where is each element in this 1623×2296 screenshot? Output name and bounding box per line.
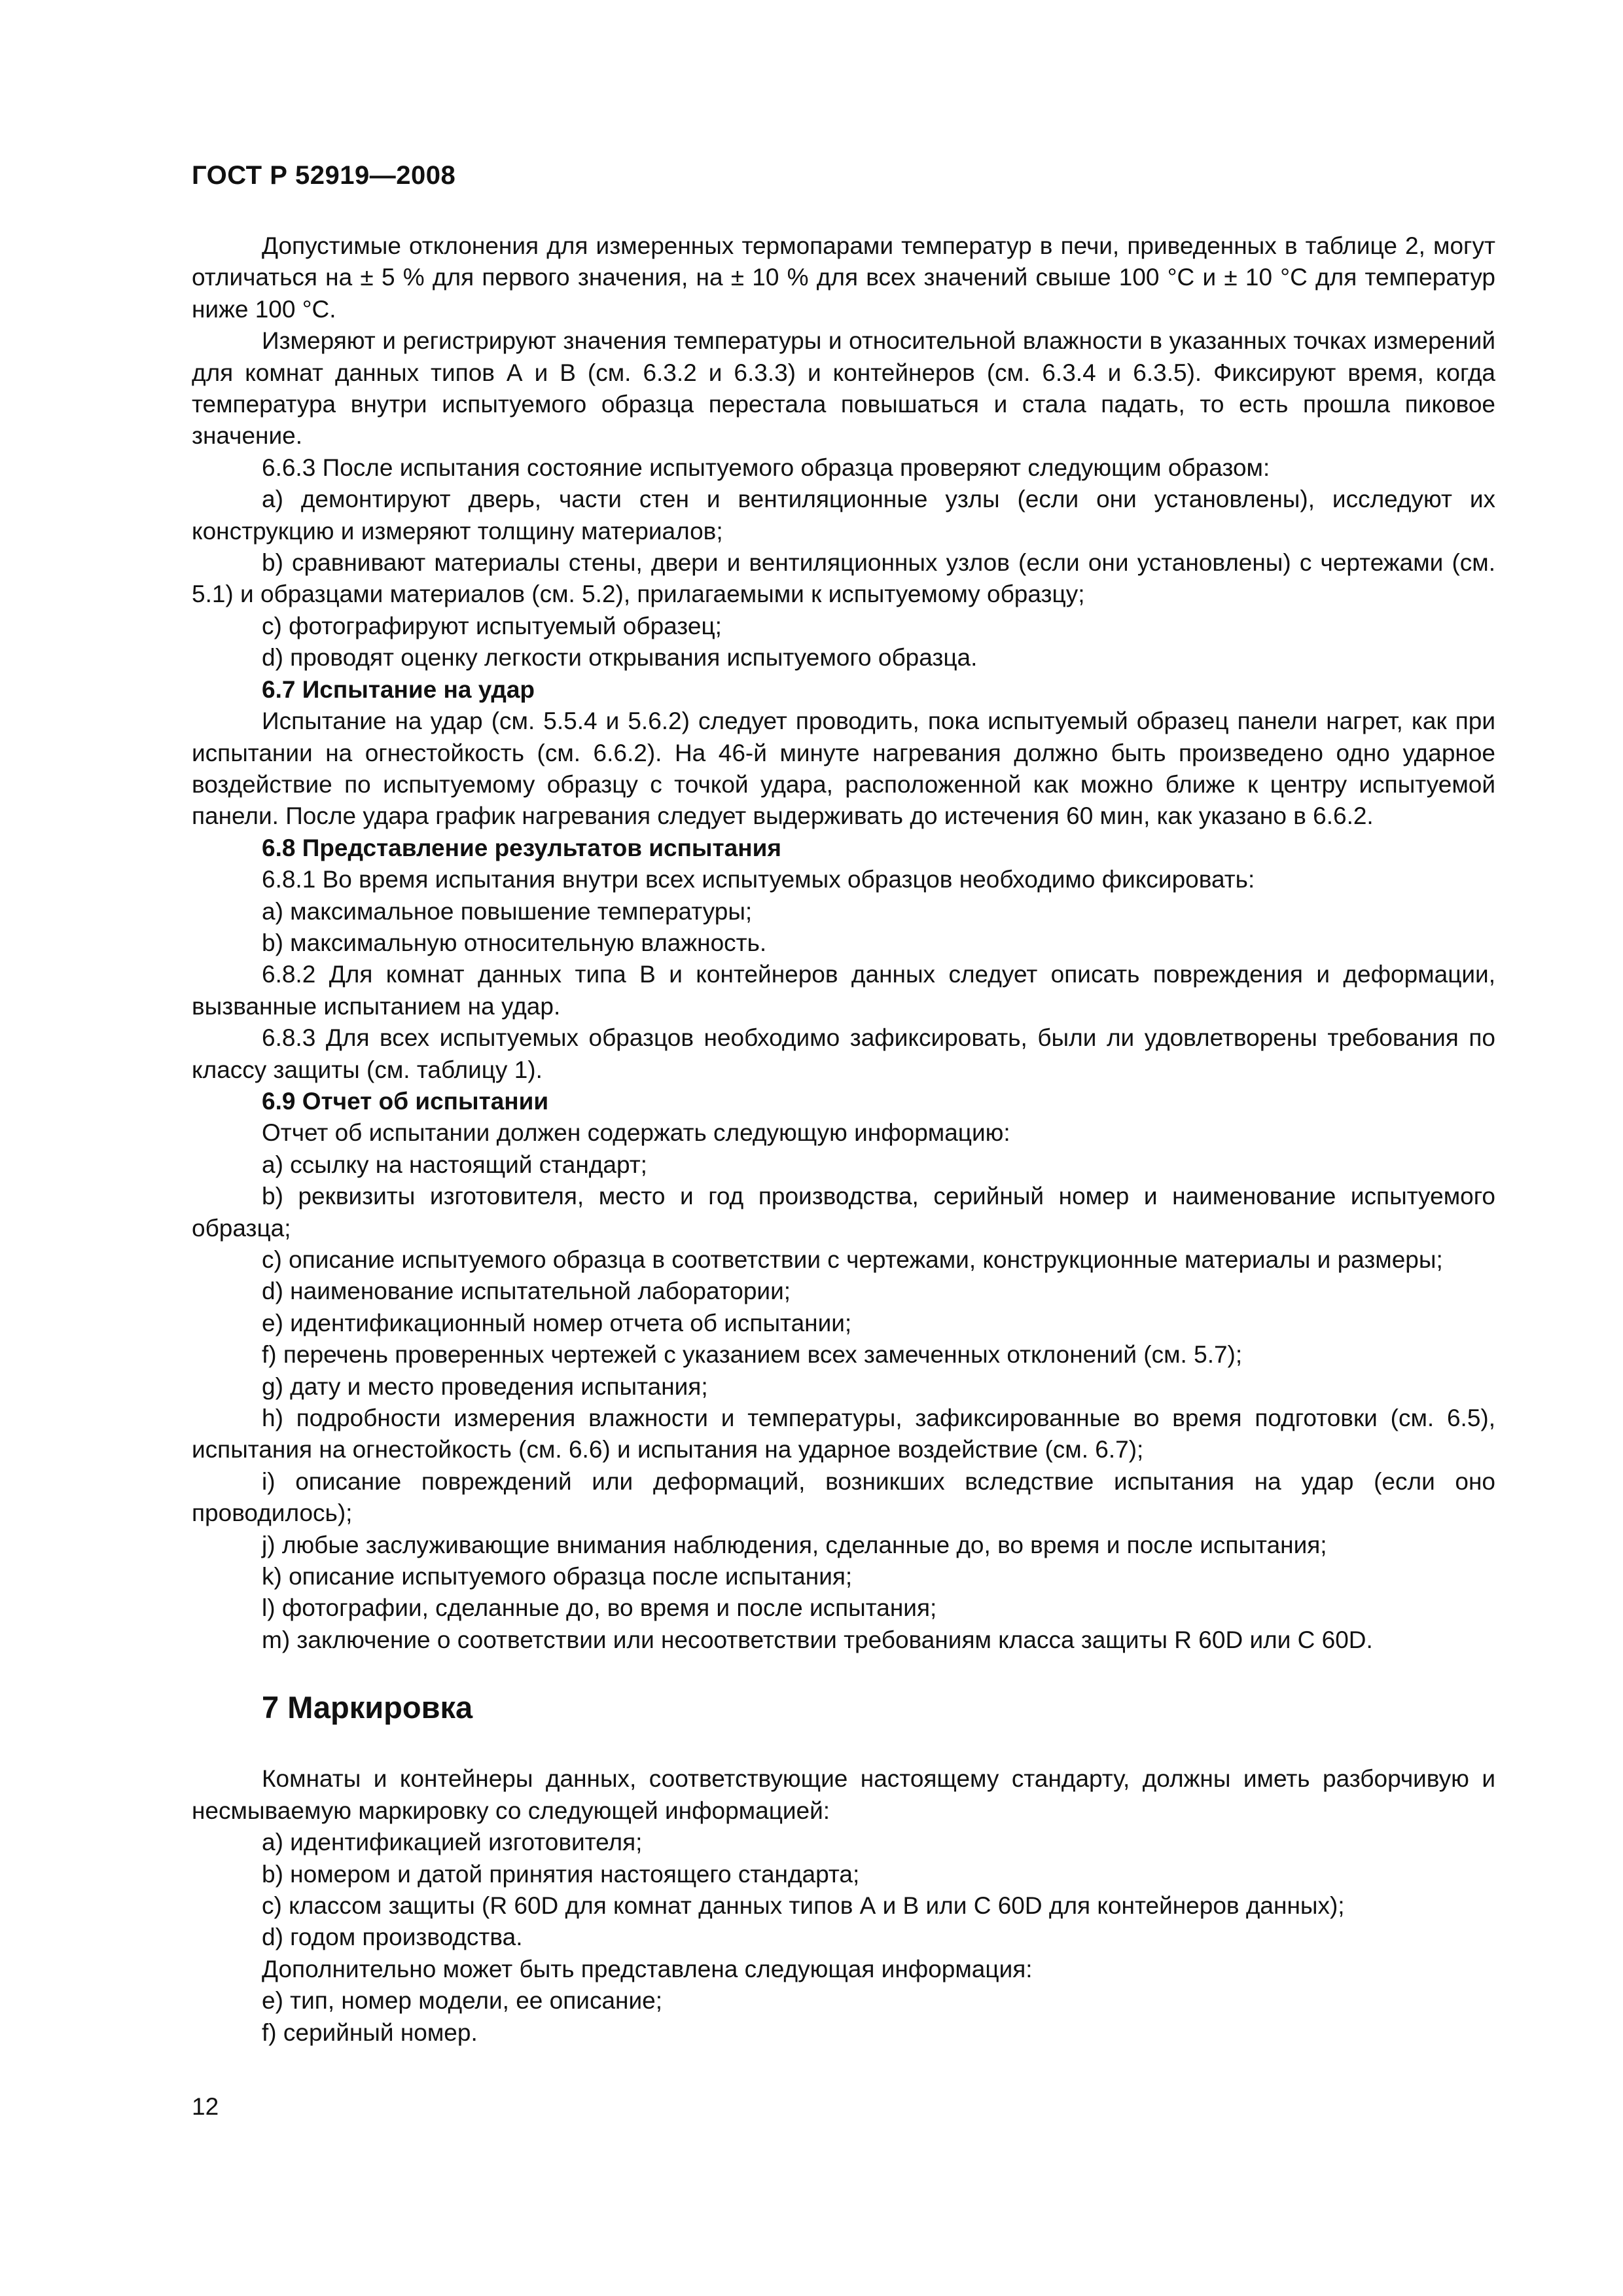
subsection-heading: 6.7 Испытание на удар [262,675,535,703]
paragraph: Измеряют и регистрируют значения температуры и относительной влажности в указанных точках измерений для комнат данных типов А и В (см. 6.3.2 и 6.3.3) и контейнеров (см. 6.3.4 и 6.3.5). Фиксируют время, когда температура внутри испытуемого образца перестала повышаться и стала падать, то есть прошла пиковое значение. [192,327,1495,450]
paragraph: d) наименование испытательной лаборатории; [262,1278,791,1305]
paragraph: d) годом производства. [262,1924,523,1951]
paragraph: Допустимые отклонения для измеренных термопарами температур в печи, приведенных в таблице 2, могут отличаться на ± 5 % для первого значения, на ± 10 % для всех значений свыше 100 °С и ± 10 °С для температур ниже 100 °С. [192,232,1495,323]
paragraph: Испытание на удар (см. 5.5.4 и 5.6.2) следует проводить, пока испытуемый образец панели нагрет, как при испытании на огнестойкость (см. 6.6.2). На 46-й минуте нагревания должно быть произведено одно ударное воздействие по испытуемому образцу с точкой удара, расположенной как можно ближе к центру испытуемой панели. После удара график нагревания следует выдерживать до истечения 60 мин, как указано в 6.6.2. [192,708,1495,830]
paragraph: а) максимальное повышение температуры; [262,897,753,925]
paragraph: 6.8.2 Для комнат данных типа В и контейнеров данных следует описать повреждения и деформации, вызванные испытанием на удар. [192,961,1495,1020]
paragraph: j) любые заслуживающие внимания наблюдения, сделанные до, во время и после испытания; [262,1531,1327,1558]
paragraph: с) классом защиты (R 60D для комнат данных типов А и В или С 60D для контейнеров данных); [262,1892,1345,1919]
page-number: 12 [192,2093,219,2120]
paragraph: 6.6.3 После испытания состояние испытуемого образца проверяют следующим образом: [262,454,1270,481]
paragraph: d) проводят оценку легкости открывания испытуемого образца. [262,644,978,672]
paragraph: g) дату и место проведения испытания; [262,1372,708,1400]
paragraph: b) реквизиты изготовителя, место и год производства, серийный номер и наименование испытуемого образца; [192,1183,1495,1242]
paragraph: а) ссылку на настоящий стандарт; [262,1151,647,1178]
paragraph: Отчет об испытании должен содержать следующую информацию: [262,1119,1010,1147]
paragraph: Комнаты и контейнеры данных, соответствующие настоящему стандарту, должны иметь разборчивую и несмываемую маркировку со следующей информацией: [192,1765,1495,1824]
paragraph: е) тип, номер модели, ее описание; [262,1987,662,2015]
paragraph: m) заключение о соответствии или несоответствии требованиям класса защиты R 60D или C 60D. [262,1626,1373,1653]
paragraph: b) сравнивают материалы стены, двери и вентиляционных узлов (если они установлены) с чертежами (см. 5.1) и образцами материалов (см. 5.2), прилагаемыми к испытуемому образцу; [192,549,1495,608]
paragraph: h) подробности измерения влажности и температуры, зафиксированные во время подготовки (см. 6.5), испытания на огнестойкость (см. 6.6) и испытания на ударное воздействие (см. 6.7); [192,1405,1495,1463]
subsection-heading: 6.9 Отчет об испытании [262,1087,549,1115]
paragraph: l) фотографии, сделанные до, во время и после испытания; [262,1594,937,1622]
paragraph: е) идентификационный номер отчета об испытании; [262,1309,852,1336]
paragraph: а) идентификацией изготовителя; [262,1829,643,1856]
paragraph: i) описание повреждений или деформаций, возникших вследствие испытания на удар (если оно проводилось); [192,1467,1495,1527]
paragraph: с) описание испытуемого образца в соответствии с чертежами, конструкционные материалы и размеры; [262,1246,1443,1273]
paragraph: а) демонтируют дверь, части стен и вентиляционные узлы (если они установлены), исследуют их конструкцию и измеряют толщину материалов; [192,486,1495,545]
paragraph: k) описание испытуемого образца после испытания; [262,1563,853,1590]
paragraph: 6.8.3 Для всех испытуемых образцов необходимо зафиксировать, были ли удовлетворены требования по классу защиты (см. таблицу 1). [192,1024,1495,1083]
section-heading: 7 Маркировка [262,1690,473,1725]
paragraph: f) перечень проверенных чертежей с указанием всех замеченных отклонений (см. 5.7); [262,1341,1243,1369]
standard-header: ГОСТ Р 52919—2008 [192,161,456,190]
paragraph: b) максимальную относительную влажность. [262,929,767,956]
paragraph: f) серийный номер. [262,2018,478,2046]
paragraph: 6.8.1 Во время испытания внутри всех испытуемых образцов необходимо фиксировать: [262,866,1255,893]
paragraph: с) фотографируют испытуемый образец; [262,612,722,639]
paragraph: b) номером и датой принятия настоящего стандарта; [262,1860,860,1888]
document-body [192,230,1495,2049]
paragraph: Дополнительно может быть представлена следующая информация: [262,1955,1033,1982]
subsection-heading: 6.8 Представление результатов испытания [262,834,781,861]
